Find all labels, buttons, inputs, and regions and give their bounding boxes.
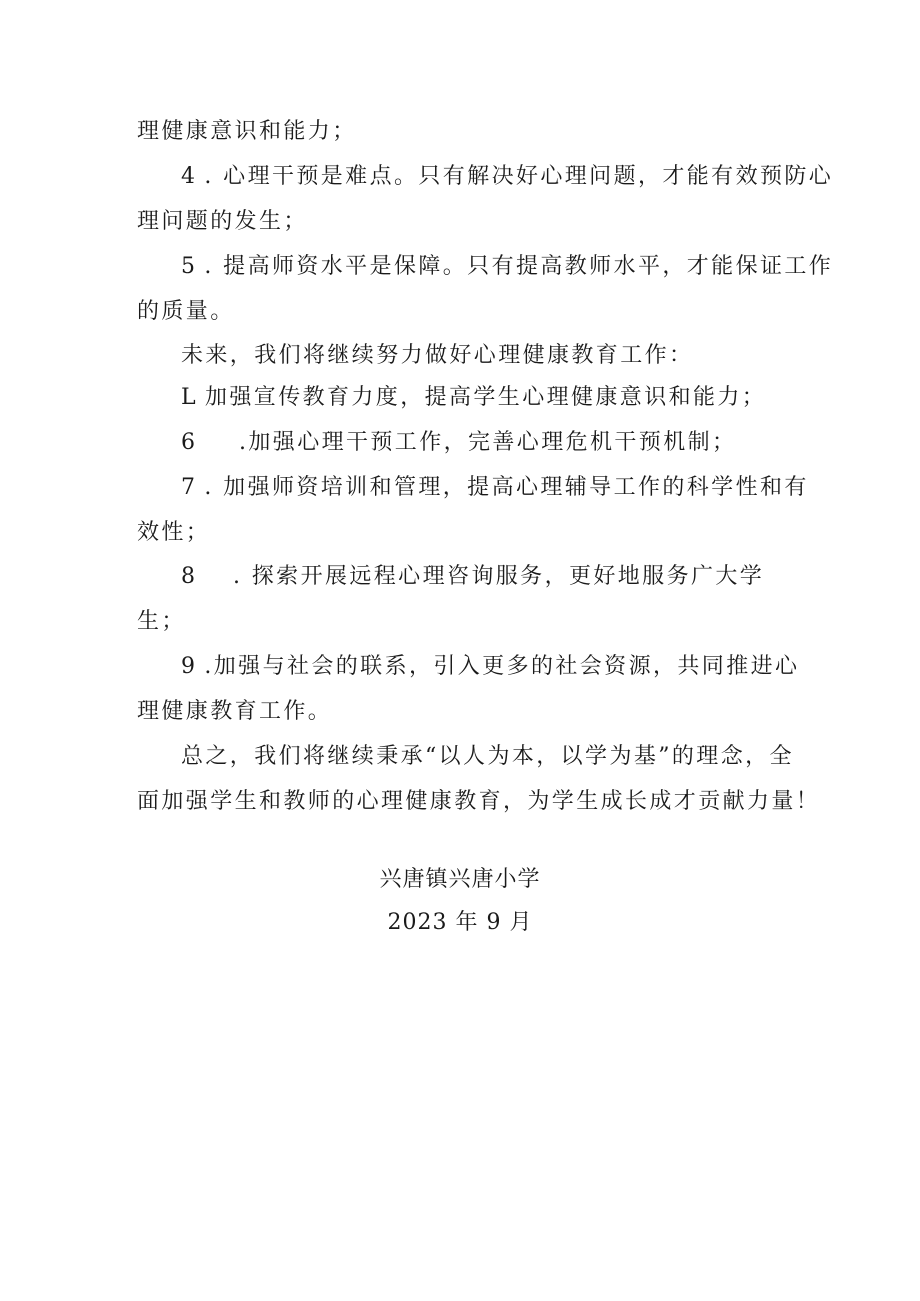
list-item-8 (181, 562, 764, 592)
signature-date: 2023 年 9 月 (387, 910, 533, 935)
list-text: . 心理干预是难点。只有解决好心理问题，才能有效预防心 (195, 164, 834, 189)
paragraph-line (137, 787, 820, 817)
list-text: . 探索开展远程心理咨询服务，更好地服务广大学 (233, 564, 765, 589)
list-item-9 (181, 652, 799, 682)
list-item-7 (181, 473, 809, 503)
list-text: . 提高师资水平是保障。只有提高教师水平，才能保证工作 (195, 254, 834, 279)
list-number: 5 (181, 254, 195, 279)
line-text: 理健康意识和能力； (137, 119, 357, 144)
list-text: 加强宣传教育力度，提高学生心理健康意识和能力； (195, 385, 767, 410)
line-text: 理健康教育工作。 (137, 699, 333, 724)
paragraph-line (137, 697, 332, 727)
list-text: . 加强师资培训和管理，提高心理辅导工作的科学性和有 (195, 475, 809, 500)
paragraph-line (137, 297, 235, 327)
list-item-6 (181, 428, 736, 458)
line-text: 生； (137, 609, 186, 634)
line-text: 的质量。 (137, 299, 235, 324)
list-text: .加强与社会的联系，引入更多的社会资源，共同推进心 (195, 654, 800, 679)
paragraph-line (181, 742, 794, 772)
line-text: 理问题的发生； (137, 209, 308, 234)
list-number: 4 (181, 164, 195, 189)
paragraph-line (181, 341, 693, 371)
line-text: 未来，我们将继续努力做好心理健康教育工作： (181, 343, 694, 368)
list-text: .加强心理干预工作，完善心理危机干预机制； (239, 430, 737, 455)
list-number: 7 (181, 475, 195, 500)
list-item-4 (181, 162, 833, 192)
list-number: 6 (181, 430, 195, 455)
list-number: 9 (181, 654, 195, 679)
list-number: L (181, 385, 196, 410)
paragraph-line (137, 607, 186, 637)
list-item-5 (181, 252, 833, 282)
school-signature: 兴唐镇兴唐小学 (379, 867, 541, 892)
list-number: 8 (181, 564, 195, 589)
line-text: 总之，我们将继续秉承“以人为本，以学为基”的理念，全 (181, 744, 794, 769)
paragraph-line (137, 117, 357, 147)
line-text: 面加强学生和教师的心理健康教育，为学生成长成才贡献力量！ (137, 789, 821, 814)
list-item-1 (181, 383, 766, 413)
paragraph-line (137, 207, 308, 237)
paragraph-line (137, 518, 210, 548)
line-text: 效性； (137, 520, 211, 545)
